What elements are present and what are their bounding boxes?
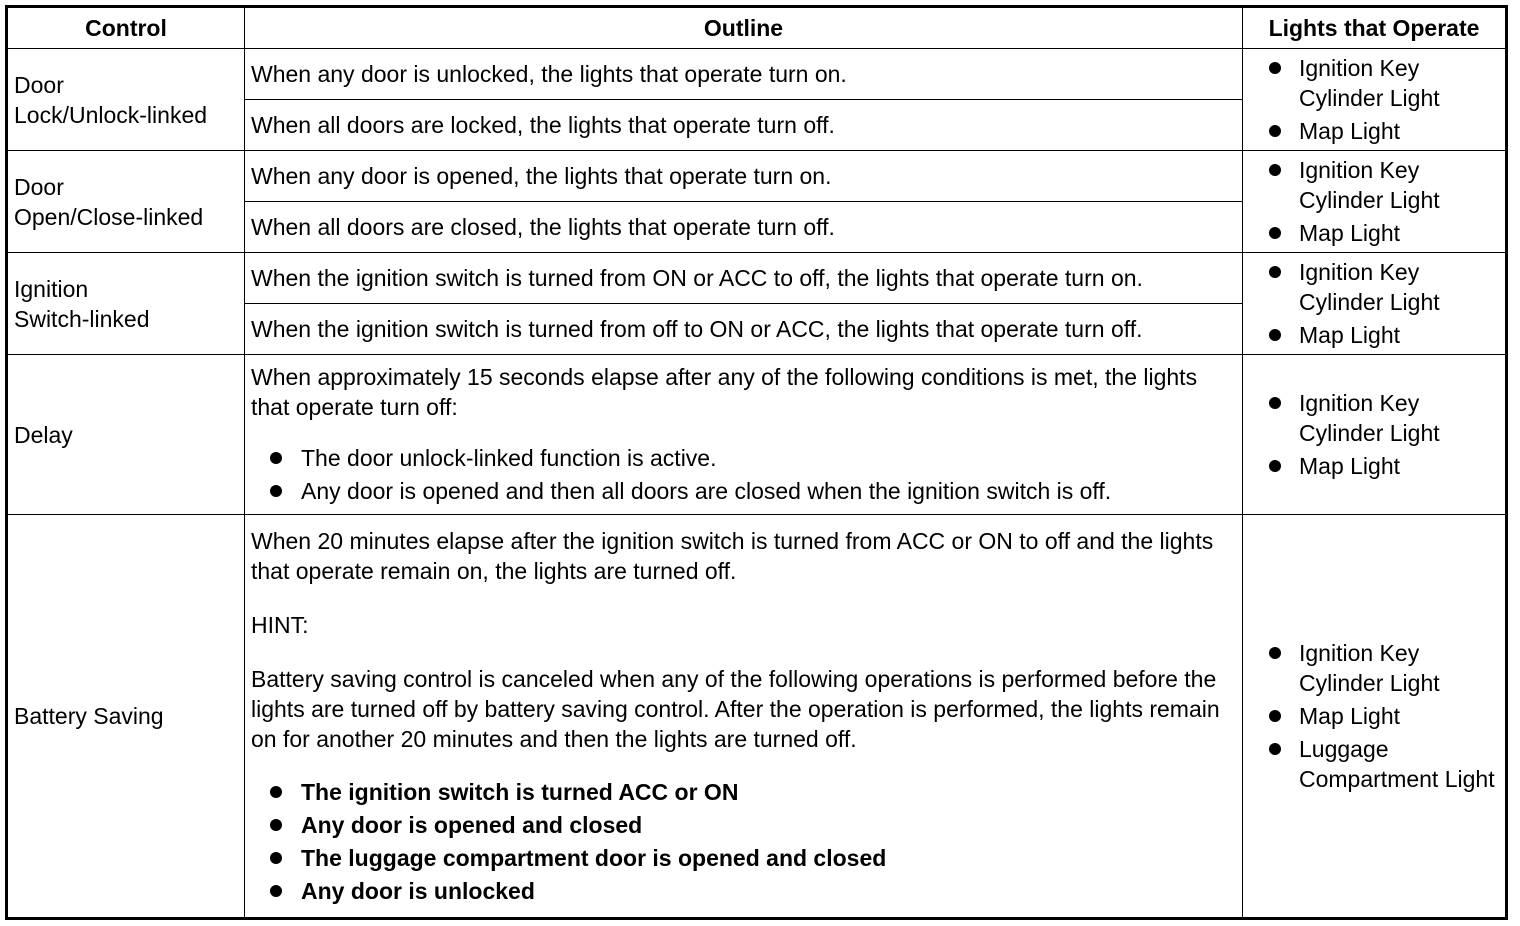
header-lights: Lights that Operate xyxy=(1243,7,1507,49)
outline-cell: When any door is opened, the lights that operate turn on. xyxy=(245,151,1243,202)
table-row xyxy=(7,49,1507,100)
lights-cell xyxy=(1243,151,1507,253)
list-item: The door unlock-linked function is active. xyxy=(251,442,1236,475)
list-item: Any door is opened and closed xyxy=(251,809,1236,842)
outline-cell: When all doors are locked, the lights that operate turn off. xyxy=(245,100,1243,151)
list-item: Ignition Key Cylinder Light xyxy=(1249,155,1499,215)
outline-cell xyxy=(245,355,1243,515)
control-cell: Ignition Switch-linked xyxy=(7,253,245,355)
list-item: Luggage Compartment Light xyxy=(1249,734,1499,794)
list-item: Ignition Key Cylinder Light xyxy=(1249,257,1499,317)
header-control: Control xyxy=(7,7,245,49)
outline-cell: When the ignition switch is turned from off to ON or ACC, the lights that operate turn off. xyxy=(245,304,1243,355)
list-item: The ignition switch is turned ACC or ON xyxy=(251,776,1236,809)
list-item: Any door is unlocked xyxy=(251,875,1236,908)
table-row-battery xyxy=(7,515,1507,919)
list-item: Map Light xyxy=(1249,218,1499,248)
list-item: Any door is opened and then all doors are closed when the ignition switch is off. xyxy=(251,475,1236,508)
table-row xyxy=(7,253,1507,304)
list-item: Map Light xyxy=(1249,451,1499,481)
list-item: The luggage compartment door is opened and closed xyxy=(251,842,1236,875)
table-row xyxy=(7,151,1507,202)
outline-cell xyxy=(245,515,1243,919)
hint-label: HINT: xyxy=(251,612,309,638)
control-cell: Door Open/Close-linked xyxy=(7,151,245,253)
header-row xyxy=(7,7,1507,49)
list-item: Ignition Key Cylinder Light xyxy=(1249,388,1499,448)
lights-cell xyxy=(1243,253,1507,355)
battery-intro: When 20 minutes elapse after the ignition switch is turned from ACC or ON to off and the lights that operate remain on, the lights are turned off. xyxy=(251,528,1214,584)
outline-cell: When the ignition switch is turned from ON or ACC to off, the lights that operate turn on. xyxy=(245,253,1243,304)
control-cell: Battery Saving xyxy=(7,515,245,919)
hint-text: Battery saving control is canceled when any of the following operations is performed before the lights are turned off by battery saving control. After the operation is performed, the lights remain on for another 20 minutes and then the lights are turned off. xyxy=(251,666,1220,752)
table-row-delay xyxy=(7,355,1507,515)
list-item: Ignition Key Cylinder Light xyxy=(1249,53,1499,113)
control-cell: Delay xyxy=(7,355,245,515)
delay-intro: When approximately 15 seconds elapse after any of the following conditions is met, the lights that operate turn off: xyxy=(251,363,1198,420)
lights-cell xyxy=(1243,515,1507,919)
list-item: Map Light xyxy=(1249,116,1499,146)
control-cell: Door Lock/Unlock-linked xyxy=(7,49,245,151)
list-item: Map Light xyxy=(1249,701,1499,731)
outline-cell: When any door is unlocked, the lights that operate turn on. xyxy=(245,49,1243,100)
list-item: Map Light xyxy=(1249,320,1499,350)
lights-cell xyxy=(1243,355,1507,515)
header-outline: Outline xyxy=(245,7,1243,49)
lights-cell xyxy=(1243,49,1507,151)
list-item: Ignition Key Cylinder Light xyxy=(1249,638,1499,698)
outline-cell: When all doors are closed, the lights that operate turn off. xyxy=(245,202,1243,253)
lighting-control-table xyxy=(5,5,1508,920)
